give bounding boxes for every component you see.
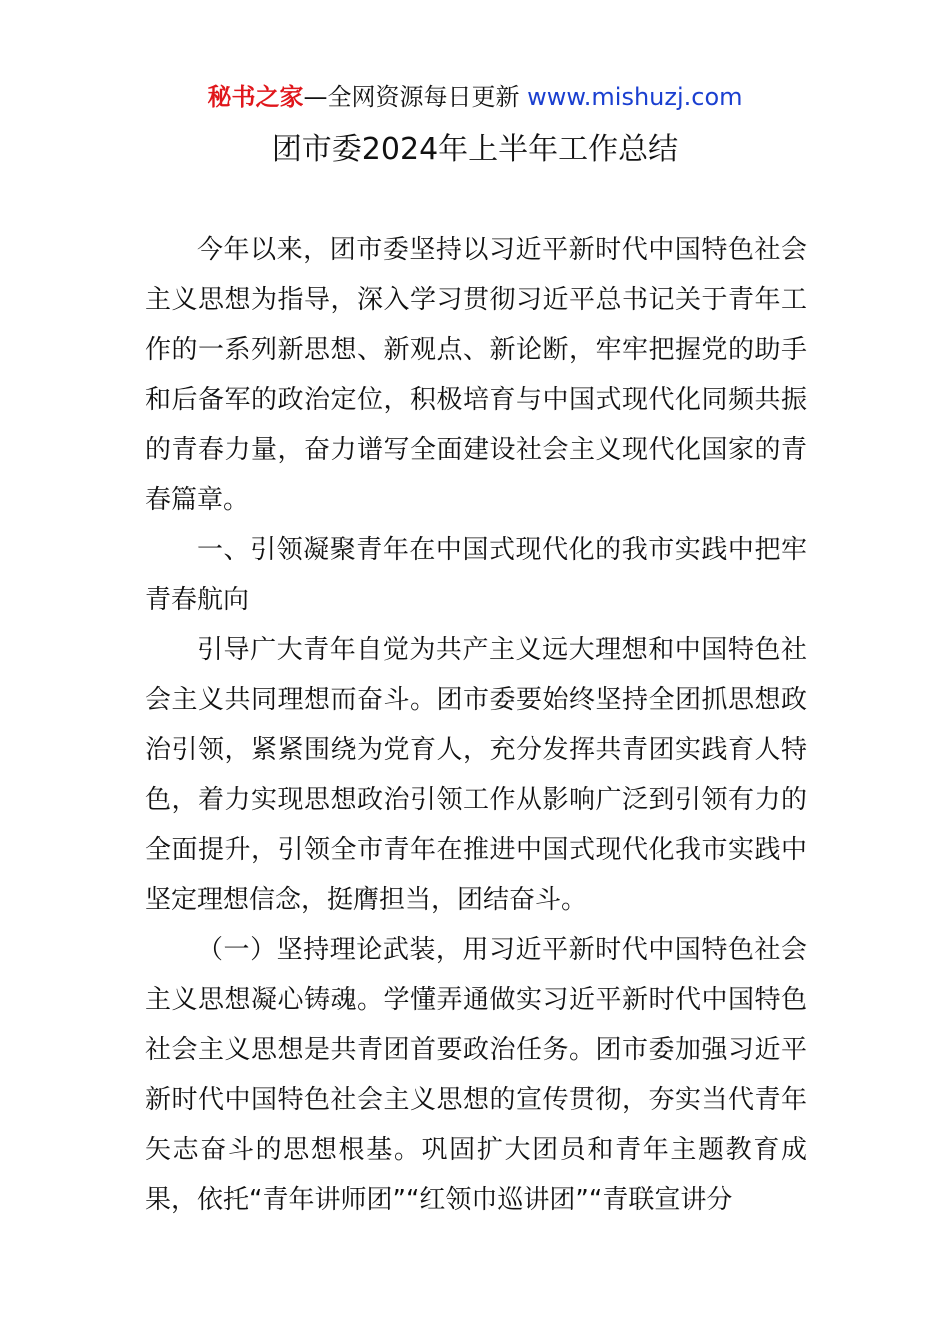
paragraph-section-1: 引导广大青年自觉为共产主义远大理想和中国特色社会主义共同理想而奋斗。团市委要始终坚持全团抓思想政治引领，紧紧围绕为党育人，充分发挥共青团实践育人特色，着力实现思想政治引领工作从影响广泛到引领有力的全面提升，引领全市青年在推进中国式现代化我市实践中坚定理想信念，挺膺担当，团结奋斗。: [145, 635, 807, 915]
site-brand: 秘书之家: [207, 83, 304, 111]
section-heading-1: 一、引领凝聚青年在中国式现代化的我市实践中把牢青春航向: [145, 535, 807, 615]
site-slogan: —全网资源每日更新: [303, 83, 520, 111]
site-header: [0, 80, 950, 114]
site-url-link[interactable]: www.mishuzj.com: [527, 83, 743, 111]
paragraph-subsection-1: （一）坚持理论武装，用习近平新时代中国特色社会主义思想凝心铸魂。学懂弄通做实习近平新时代中国特色社会主义思想是共青团首要政治任务。团市委加强习近平新时代中国特色社会主义思想的宣传贯彻，夯实当代青年矢志奋斗的思想根基。巩固扩大团员和青年主题教育成果，依托“青年讲师团”“红领巾巡讲团”“青联宣讲分: [145, 935, 807, 1215]
document-body: [145, 225, 807, 1225]
document-title: 团市委2024年上半年工作总结: [271, 132, 679, 167]
paragraph-intro: 今年以来，团市委坚持以习近平新时代中国特色社会主义思想为指导，深入学习贯彻习近平总书记关于青年工作的一系列新思想、新观点、新论断，牢牢把握党的助手和后备军的政治定位，积极培育与中国式现代化同频共振的青春力量，奋力谱写全面建设社会主义现代化国家的青春篇章。: [145, 235, 807, 515]
